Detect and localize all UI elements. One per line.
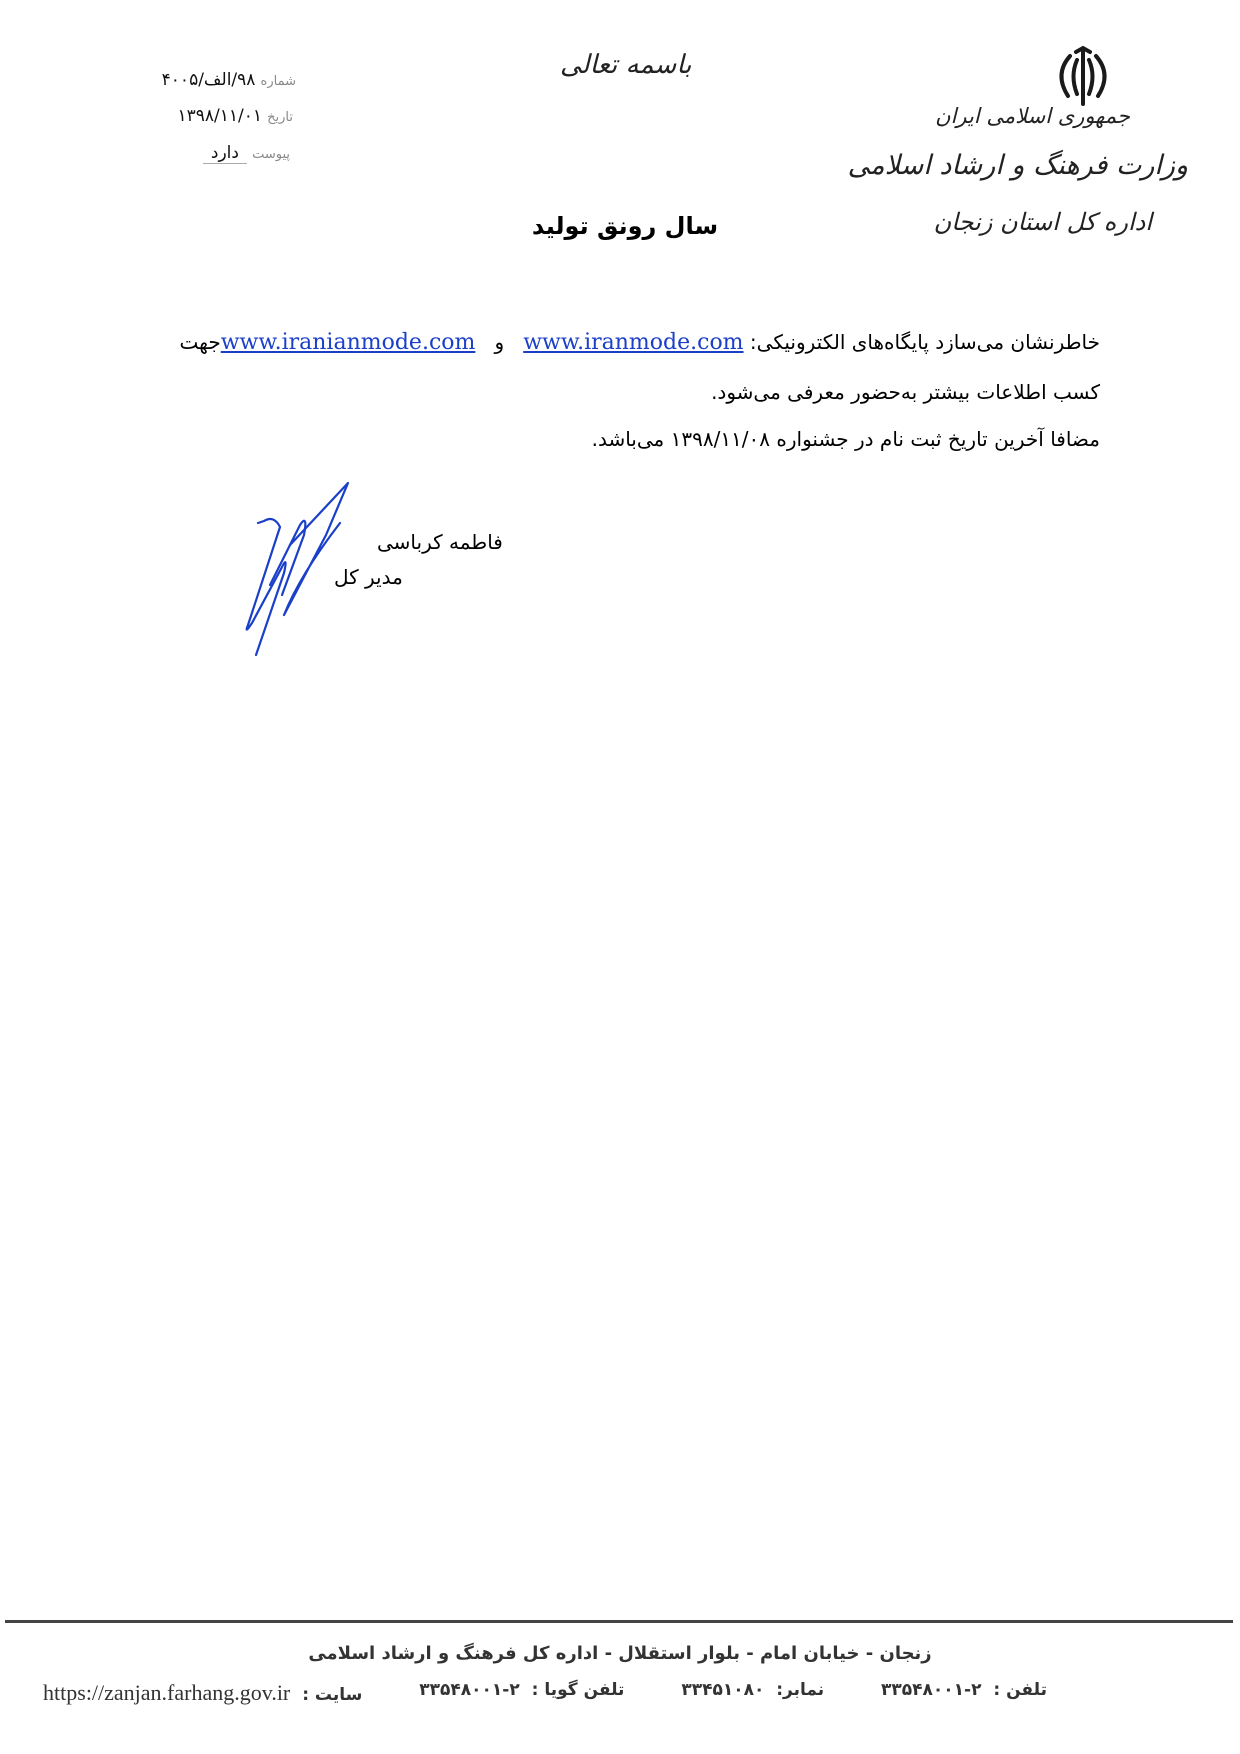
letterhead-line-republic: جمهوری اسلامی ایران [935,104,1130,128]
footer-site-label: سایت : [302,1685,363,1705]
footer-voice [416,1680,627,1706]
slogan-text: سال رونق تولید [531,212,719,240]
footer-address: زنجان - خیابان امام - بلوار استقلال - اداره کل فرهنگ و ارشاد اسلامی [308,1643,932,1664]
footer-phone [878,1680,1050,1706]
footer-fax-label: نمابر: [776,1680,825,1700]
meta-attachment-value: دارد [203,143,247,164]
meta-date-row [178,106,299,126]
slogan-heading [0,212,1240,240]
footer-voice-value: ۲-۳۳۵۴۸۰۰۱ [419,1680,520,1700]
invocation: باسمه تعالی [560,50,692,80]
body-line-1-suffix: جهت [179,330,221,354]
meta-number-row [162,70,302,90]
body-line-1 [179,330,1100,355]
footer-voice-label: تلفن گویا : [531,1680,625,1700]
footer-divider [5,1620,1233,1623]
link-iranmode[interactable]: www.iranmode.com [523,330,744,355]
meta-date-value: ۱۳۹۸/۱۱/۰۱ [177,106,263,126]
footer-fax [678,1680,827,1706]
letterhead-line-office: اداره کل استان زنجان [933,208,1152,236]
body-conjunction: و [494,330,505,354]
meta-attachment-row [203,143,296,163]
signer-name: فاطمه کرباسی [377,530,503,554]
letterhead-line-ministry: وزارت فرهنگ و ارشاد اسلامی [847,150,1188,181]
meta-number-label: شماره [260,74,296,89]
footer-phone-value: ۲-۳۳۵۴۸۰۰۱ [881,1680,982,1700]
link-iranianmode[interactable]: www.iranianmode.com [220,330,476,355]
footer-site-link[interactable]: https://zanjan.farhang.gov.ir [43,1680,291,1705]
signer-title: مدیر کل [334,565,403,589]
meta-number-value: ۹۸/الف/۴۰۰۵ [161,70,256,90]
footer-site [40,1680,365,1706]
iran-emblem-icon [1050,44,1116,110]
footer-fax-value: ۳۳۴۵۱۰۸۰ [681,1680,765,1700]
body-line-3: مضافا آخرین تاریخ ثبت نام در جشنواره ۱۳۹۸/۱۱/۰۸ می‌باشد. [591,427,1100,451]
footer-contacts [40,1680,1050,1706]
body-line-2: کسب اطلاعات بیشتر به‌حضور معرفی می‌شود. [711,380,1100,404]
body-line-1-prefix: خاطرنشان می‌سازد پایگاه‌های الکترونیکی: [749,330,1100,354]
footer-phone-label: تلفن : [993,1680,1047,1700]
meta-attachment-label: پیوست [252,147,290,162]
meta-date-label: تاریخ [267,110,293,125]
